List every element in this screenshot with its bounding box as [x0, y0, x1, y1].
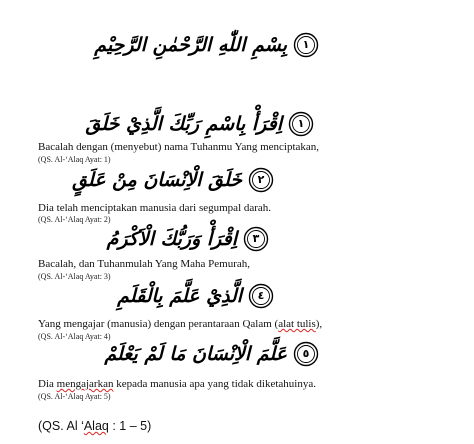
ayah-2-source: (QS. Al-‘Alaq Ayat: 2): [38, 215, 111, 224]
ayah-number-marker: [293, 341, 319, 367]
ayah-5-source: (QS. Al-‘Alaq Ayat: 5): [38, 392, 111, 401]
ayah-4-arabic: الَّذِيْ عَلَّمَ بِالْقَلَمِ: [117, 285, 242, 307]
ayah-2-translation: Dia telah menciptakan manusia dari segumpal darah.: [38, 202, 272, 214]
ayah-4-translation: [38, 318, 322, 330]
spellcheck-underlined-text: alat tulis: [278, 318, 316, 330]
ayah-number-marker: [248, 167, 274, 193]
ayah-5-arabic: عَلَّمَ الْاِنْسَانَ مَا لَمْ يَعْلَمْ: [104, 343, 287, 365]
ayah-3-translation: Bacalah, dan Tuhanmulah Yang Maha Pemurah,: [38, 258, 251, 270]
ayah-1-source: (QS. Al-‘Alaq Ayat: 1): [38, 155, 111, 164]
ayah-1-line: [86, 111, 315, 137]
ayah-number: ٥: [302, 347, 310, 360]
translation-text: Yang mengajar (manusia) dengan perantaraan Qalam (: [38, 318, 279, 330]
translation-text: ),: [315, 318, 323, 330]
translation-text: kepada manusia apa yang tidak diketahuinya.: [113, 378, 316, 390]
ayah-number: ١: [302, 38, 310, 51]
ayah-2-arabic: خَلَقَ الْاِنْسَانَ مِنْ عَلَقٍ: [72, 169, 242, 191]
ayah-4-source: (QS. Al-‘Alaq Ayat: 4): [38, 332, 111, 341]
citation-prefix: (QS. Al ‘: [38, 419, 84, 433]
ayah-number-marker: [288, 111, 314, 137]
ayah-3-arabic: اِقْرَأْ وَرَبُّكَ الْاَكْرَمُ: [106, 228, 237, 250]
ayah-4-line: [117, 283, 274, 309]
citation-suffix: : 1 – 5): [108, 419, 152, 433]
ayah-number-marker: [243, 226, 269, 252]
basmalah-line: [94, 32, 319, 58]
ayah-number: ٣: [252, 232, 260, 245]
ayah-number-marker: [293, 32, 319, 58]
ayah-1-arabic: اِقْرَأْ بِاسْمِ رَبِّكَ الَّذِيْ خَلَقَ: [85, 113, 282, 135]
ayah-3-line: [107, 226, 269, 252]
ayah-1-translation: Bacalah dengan (menyebut) nama Tuhanmu Yang menciptakan,: [38, 141, 320, 153]
ayah-5-line: [104, 341, 319, 367]
ayah-number: ٢: [257, 173, 265, 186]
ayah-5-translation: [38, 378, 316, 390]
ayah-number-marker: [248, 283, 274, 309]
basmalah-text: بِسْمِ اللّٰهِ الرَّحْمٰنِ الرَّحِيْمِ: [94, 34, 287, 56]
ayah-number: ١: [297, 117, 305, 130]
surah-citation: [38, 419, 151, 433]
ayah-2-line: [72, 167, 274, 193]
translation-text: Dia: [38, 378, 57, 390]
ayah-number: ٤: [257, 289, 265, 302]
spellcheck-underlined-text: mengajarkan: [56, 378, 114, 390]
spellcheck-underlined-text: Alaq: [83, 419, 109, 433]
ayah-3-source: (QS. Al-‘Alaq Ayat: 3): [38, 272, 111, 281]
